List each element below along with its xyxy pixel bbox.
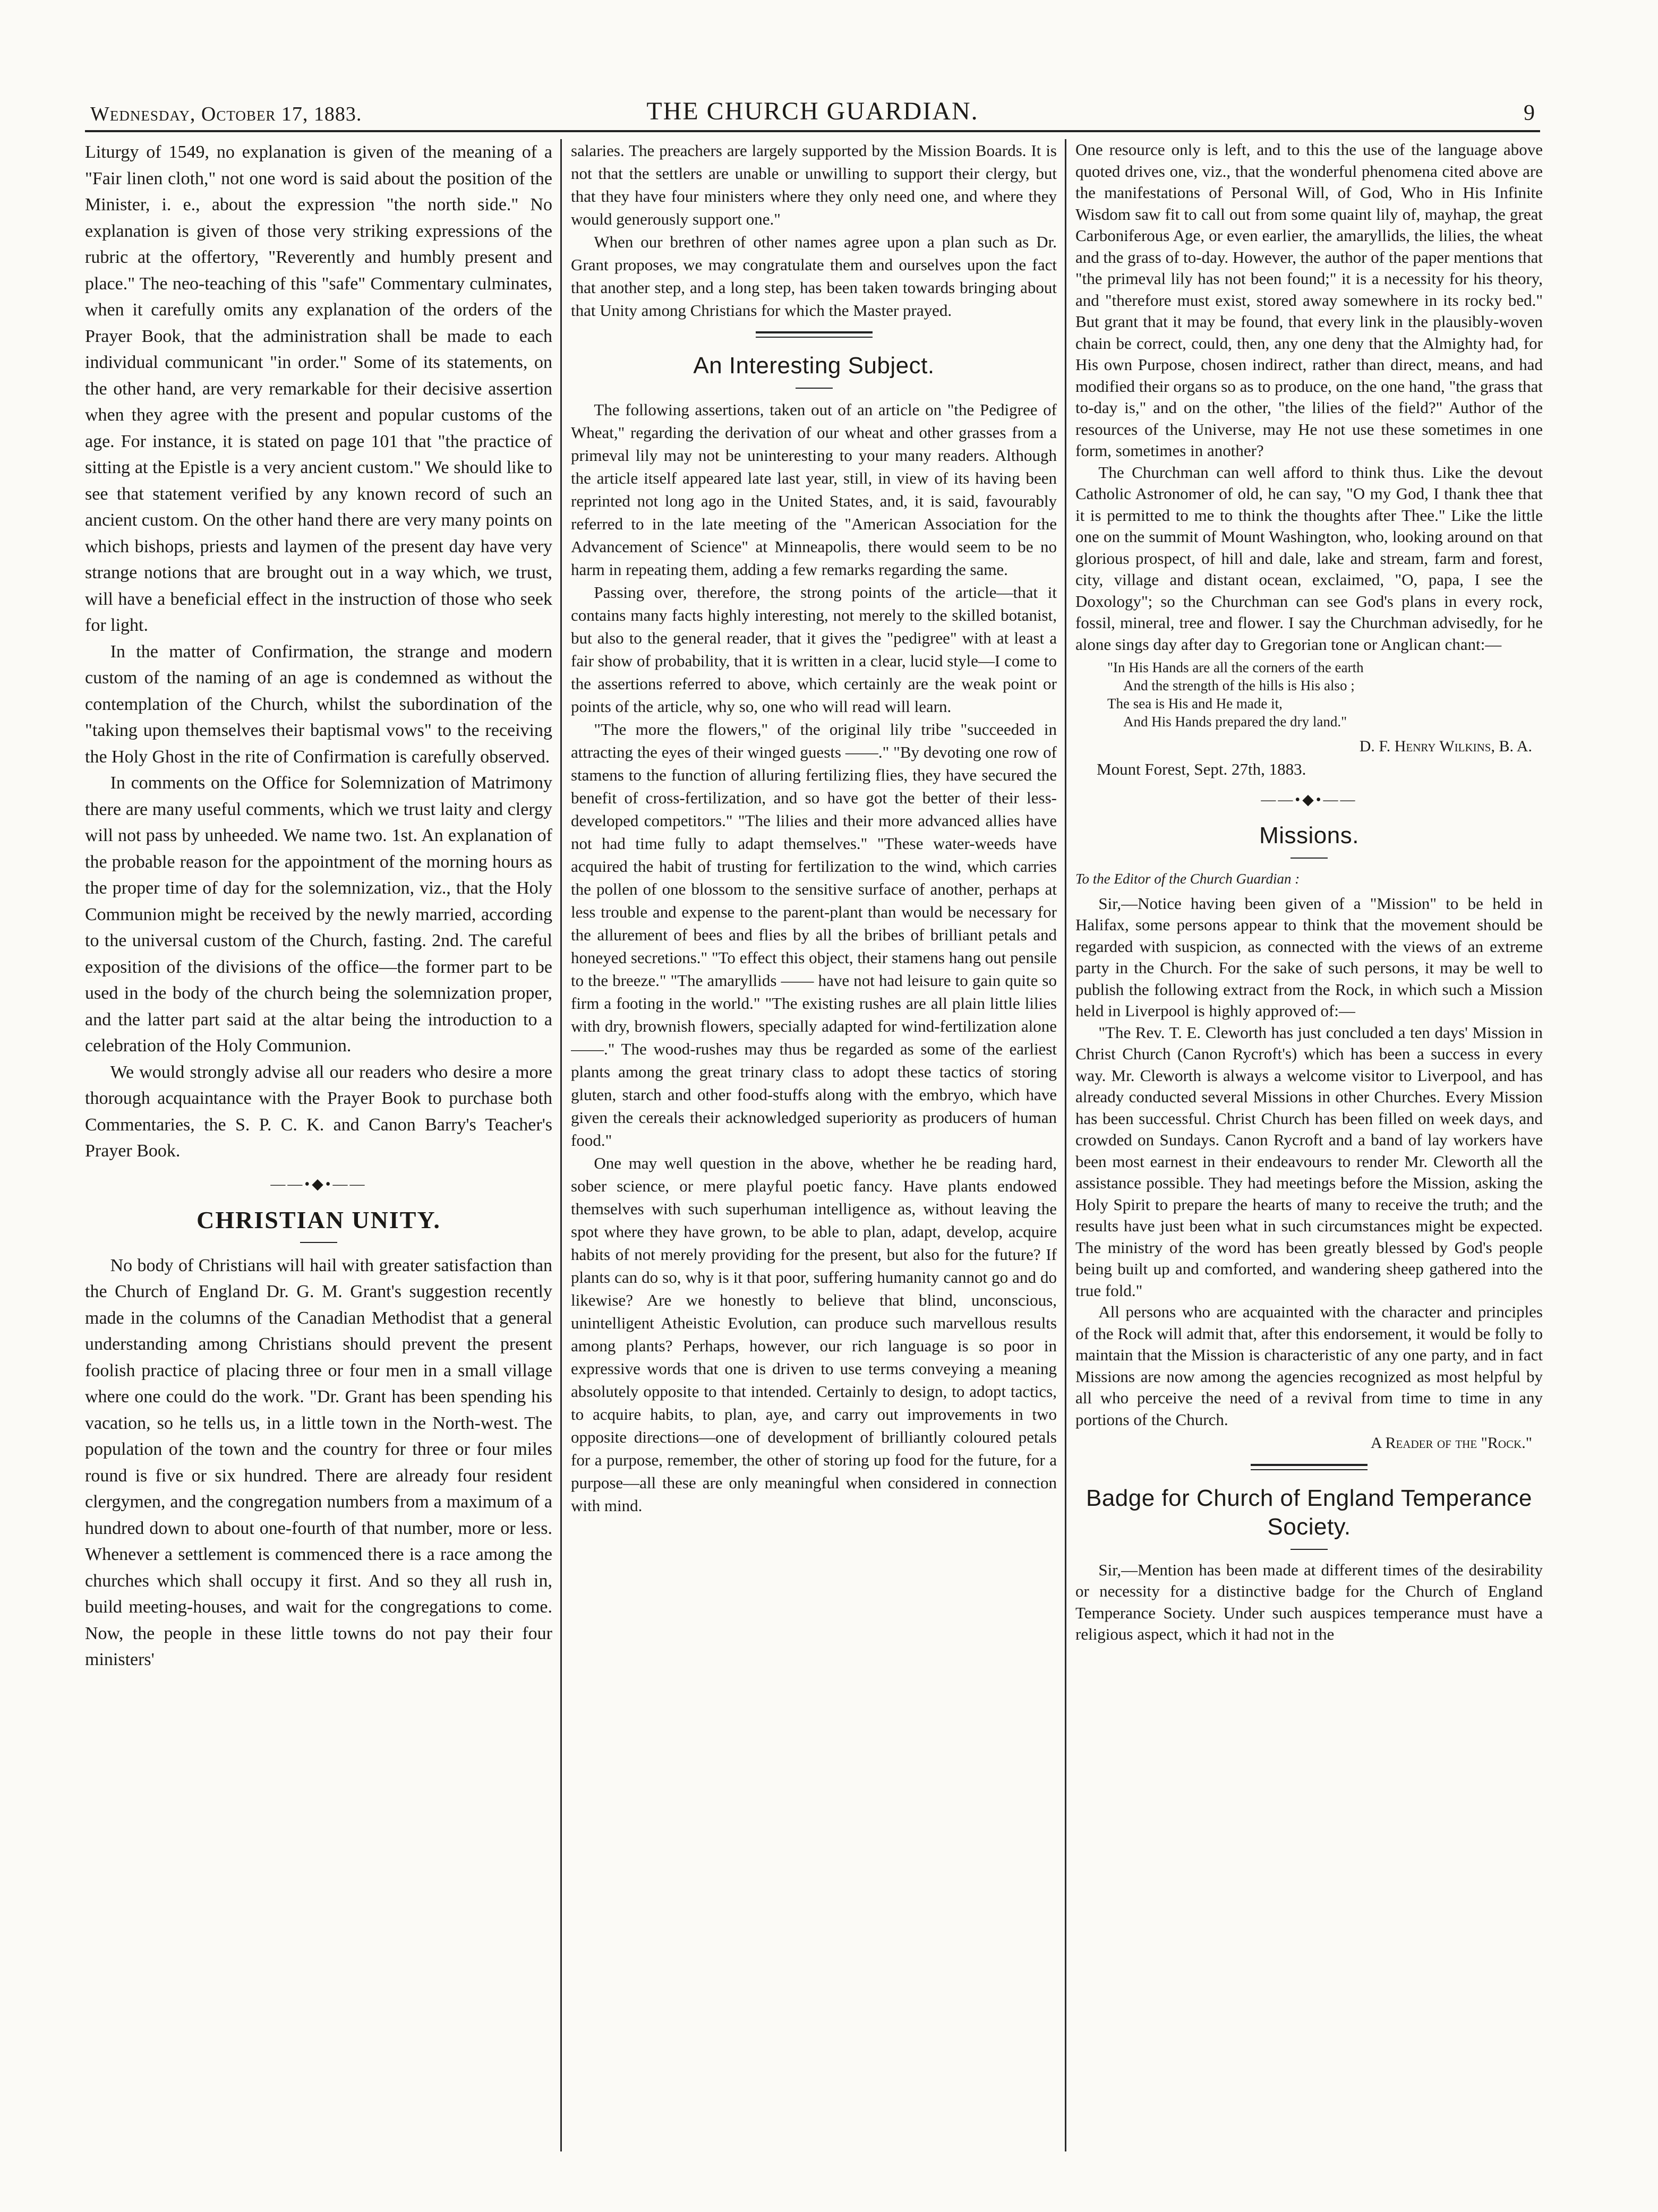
article-paragraph: In the matter of Confirmation, the strange and modern custom of the naming of an age is condemned as without the contemplation of the Church, whilst the subordination of the "taking upon themselves their baptismal vows" to the receiving the Holy Ghost in the rite of Confirmation is carefully observed. xyxy=(85,641,552,767)
article-paragraph: In comments on the Office for Solemnization of Matrimony there are many useful comments, which we trust laity and clergy will not pass by unheeded. We name two. 1st. An explanation of the probable reason for the appointment of the morning hours as the proper time of day for the solemnization, viz., that the Holy Communion might be received by the newly married, according to the universal custom of the Church, fasting. 2nd. The careful exposition of the divisions of the office—the former part to be used in the body of the church being the solemnization proper, and the latter part said at the altar being the introduction to a celebration of the Holy Communion. xyxy=(85,773,552,1056)
article-paragraph: The Churchman can well afford to think thus. Like the devout Catholic Astronomer of old, he can say, "O my God, I thank thee that it is permitted to me to think the thoughts after Thee." Like the little one on the summit of Mount Washington, who, looking around on that glorious prospect, of hill and dale, lake and stream, farm and forest, city, village and distant ocean, exclaimed, "O, papa, I see the Doxology"; so the Churchman can see God's plans in every rock, fossil, mineral, tree and flower. I say the Churchman advisedly, for he alone sings day after day to Gregorian tone or Anglican chant:— xyxy=(1075,462,1543,654)
article-paragraph: Passing over, therefore, the strong points of the article—that it contains many facts highly interesting, not merely to the skilled botanist, but also to the general reader, that it gives the "pedigree" with at least a fair show of probability, that it is written in a clear, lucid style—I come to the assertions referred to above, which certainly are the weak point or points of the article, why so, one who will read will learn. xyxy=(571,583,1057,716)
article-paragraph: One resource only is left, and to this the use of the language above quoted drives one, viz., that the wonderful phenomena cited above are the manifestations of Personal Will, of God, Who in His Infinite Wisdom saw fit to call out from some quaint lily of, mayhap, the great Carboniferous Age, or even earlier, the amaryllids, the lilies, the wheat and the grass of to-day. However, the author of the paper mentions that "the primeval lily has not been found;" it is a necessity for his theory, and "therefore must exist, stored away somewhere in its rocky bed." But grant that it may be found, that every link in the plausibly-woven chain be correct, could, then, any one deny that the Almighty had, for His own Purpose, chosen indirect, rather than direct, means, and had modified their organs so as to produce, on the one hand, "the grass that to-day is," and on the other, "the lilies of the field?" Author of the resources of the Universe, may He not use these sometimes in one form, sometimes in another? xyxy=(1075,140,1543,460)
column-3 xyxy=(1075,139,1543,2162)
verse-line: The sea is His and He made it, xyxy=(1107,696,1283,711)
column-divider-1 xyxy=(560,139,562,2151)
masthead xyxy=(85,93,1540,132)
heading-interesting-subject: An Interesting Subject. xyxy=(693,353,935,379)
heading-underline xyxy=(796,388,833,389)
article-paragraph: No body of Christians will hail with greater satisfaction than the Church of England Dr. G. M. Grant's suggestion recently made in the columns of the Canadian Methodist that a general understanding among Christians should prevent the present foolish practice of placing three or four men in a small village where one could do the work. "Dr. Grant has been spending his vacation, so he tells us, in a little town in the North-west. The population of the town and the country for three or four miles round is five or six hundred. There are already four resident clergymen, and the congregation numbers from a maximum of a hundred down to about one-fourth of that number, more or less. Whenever a settlement is commenced there is a race among the churches which shall occupy it first. And so they all rush in, build meeting-houses, and wait for the congregations to come. Now, the people in these little towns do not pay their four ministers' xyxy=(85,1255,552,1669)
page-number: 9 xyxy=(1524,101,1535,125)
section-double-rule xyxy=(756,331,873,338)
article-paragraph: Sir,—Mention has been made at different times of the desirability or necessity for a distinctive badge for the Church of England Temperance Society. Under such auspices temperance must have a religious aspect, which it had not in the xyxy=(1075,1560,1543,1643)
dateline: Mount Forest, Sept. 27th, 1883. xyxy=(1097,759,1306,778)
article-paragraph: The following assertions, taken out of an article on "the Pedigree of Wheat," regarding the derivation of our wheat and other grasses from a primeval lily may not be uninteresting to your many readers. Although the article itself appeared late last year, still, in view of its having been reprinted not long ago in the United States, and, it is said, favourably referred to in the late meeting of the "American Association for the Advancement of Science" at Minneapolis, there would seem to be no harm in repeating them, adding a few remarks regarding the same. xyxy=(571,400,1057,579)
heading-underline xyxy=(1290,858,1328,859)
quoted-verse xyxy=(1107,658,1543,731)
article-paragraph: We would strongly advise all our readers who desire a more thorough acquaintance with the Prayer Book to purchase both Commentaries, the S. P. C. K. and Canon Barry's Teacher's Prayer Book. xyxy=(85,1062,552,1161)
section-ornament: ——•◆•—— xyxy=(270,1176,367,1193)
article-paragraph: salaries. The preachers are largely supported by the Mission Boards. It is not that the settlers are unable or unwilling to support their clergy, but that they have four ministers where they only need one, and where they would generously support one." xyxy=(571,141,1057,228)
issue-date: Wednesday, October 17, 1883. xyxy=(90,103,362,125)
heading-christian-unity: CHRISTIAN UNITY. xyxy=(196,1206,441,1233)
section-double-rule xyxy=(1251,1464,1368,1470)
editor-salutation: To the Editor of the Church Guardian : xyxy=(1075,871,1300,887)
heading-missions: Missions. xyxy=(1259,822,1359,848)
article-paragraph: "The Rev. T. E. Cleworth has just concluded a ten days' Mission in Christ Church (Canon Rycroft's) which has been a success in every way. Mr. Cleworth is always a welcome visitor to Liverpool, and has already conducted several Missions in other Churches. Every Mission has been successful. Christ Church has been filled on week days, and crowded on Sundays. Canon Rycroft and a band of lay workers have been most earnest in their endeavours to render Mr. Cleworth all the assistance possible. They had meetings before the Mission, asking the Holy Spirit to prepare the hearts of many to receive the truth; and the results have just been what in such circumstances might be expected. The ministry of the word has been greatly blessed by God's people being built up and comforted, and wandering sheep gathered into the true fold." xyxy=(1075,1023,1543,1300)
verse-line: And His Hands prepared the dry land." xyxy=(1123,714,1347,730)
article-paragraph: All persons who are acquainted with the character and principles of the Rock will admit that, after this endorsement, it would be folly to maintain that the Mission is characteristic of any one party, and in fact Missions are now among the agencies recognized as most helpful by all who perceive the need of a revival from time to time in any portions of the Church. xyxy=(1075,1302,1543,1429)
letter-signature: A Reader of the "Rock." xyxy=(1370,1434,1532,1452)
article-paragraph: Sir,—Notice having been given of a "Mission" to be held in Halifax, some persons appear to think that the movement should be regarded with suspicion, as connected with the views of an extreme party in the Church. For the sake of such persons, it may be well to publish the following extract from the Rock, in which such a Mission held in Liverpool is highly approved of:— xyxy=(1075,894,1543,1020)
article-paragraph: One may well question in the above, whether he be reading hard, sober science, or mere playful poetic fancy. Have plants endowed themselves with such superhuman intelligence as, without leaving the spot where they have grown, to be able to plan, adapt, develop, acquire habits of not merely providing for the present, but also for the future? If plants can do so, why is it that poor, suffering humanity cannot go and do likewise? Are we honestly to believe that blind, unconscious, unintelligent Atheistic Evolution, can produce such marvellous results among plants? Perhaps, however, our rich language is so poor in expressive words that one is driven to use terms conveying a meaning absolutely opposite to that intended. Certainly to design, to adopt tactics, to acquire habits, to plan, aye, and carry out improvements in two opposite directions—one of development of brilliantly coloured petals for a purpose, remember, the other of storing up food for the future, for a purpose—all these are only meaningful when considered in connection with mind. xyxy=(571,1154,1057,1515)
author-signature: D. F. Henry Wilkins, B. A. xyxy=(1359,738,1532,755)
column-2 xyxy=(571,139,1057,2162)
heading-underline xyxy=(300,1242,337,1243)
heading-underline xyxy=(1290,1549,1328,1550)
verse-line: "In His Hands are all the corners of the earth xyxy=(1107,659,1364,675)
verse-line: And the strength of the hills is His also ; xyxy=(1123,678,1355,693)
article-paragraph: "The more the flowers," of the original lily tribe "succeeded in attracting the eyes of their winged guests ——." "By devoting one row of stamens to the function of alluring fertilizing flies, they have secured the benefit of cross-fertilization, and so have got the better of their less-developed competitors." "The lilies and their more advanced allies have not had time fully to adapt themselves." "These water-weeds have acquired the habit of trusting for fertilization to the wind, which carries the pollen of one blossom to the sensitive surface of another, perhaps at less trouble and expense to the parent-plant than would be necessary for the allurement of bees and flies by all the bribes of brilliant petals and honeyed secretions." "To effect this object, their stamens hang out pensile to the breeze." "The amaryllids —— have not had leisure to gain quite so firm a footing in the world." "The existing rushes are all plain little lilies with dry, brownish flowers, specially adapted for wind-fertilization alone ——." The wood-rushes may thus be regarded as some of the earliest plants among the great trinary class to adopt these tactics of storing gluten, starch and other food-stuffs along with the embryo, which have given the cereals their acknowledged superiority as producers of human food." xyxy=(571,720,1057,1150)
newspaper-title: THE CHURCH GUARDIAN. xyxy=(646,97,979,125)
heading-temperance-badge: Badge for Church of England Temperance Society. xyxy=(1086,1485,1533,1540)
column-1 xyxy=(85,139,552,2162)
article-paragraph: When our brethren of other names agree upon a plan such as Dr. Grant proposes, we may congratulate them and ourselves upon the fact that another step, and a long step, has been taken towards bringing about that Unity among Christians for which the Master prayed. xyxy=(571,233,1057,320)
section-ornament: ——•◆•—— xyxy=(1261,792,1357,808)
column-divider-2 xyxy=(1065,139,1066,2151)
article-paragraph: Liturgy of 1549, no explanation is given of the meaning of a "Fair linen cloth," not one word is said about the position of the Minister, i. e., about the expression "the north side." No explanation is given of those very striking expressions of the rubric at the offertory, "Reverently and humbly present and place." The neo-teaching of this "safe" Commentary culminates, when it carefully omits any explanation of the orders of the Prayer Book, that the administration shall be made to each individual communicant "in order." Some of its statements, on the other hand, are very remarkable for their decisive assertion when they agree with the present and popular customs of the age. For instance, it is stated on page 101 that "the practice of sitting at the Epistle is a very ancient custom." We should like to see that statement verified by any known record of such an ancient custom. On the other hand there are very many points on which bishops, priests and laymen of the present day have very strange notions that are brought out in a way which, we trust, will have a beneficial effect in the instruction of those who seek for light. xyxy=(85,142,552,635)
